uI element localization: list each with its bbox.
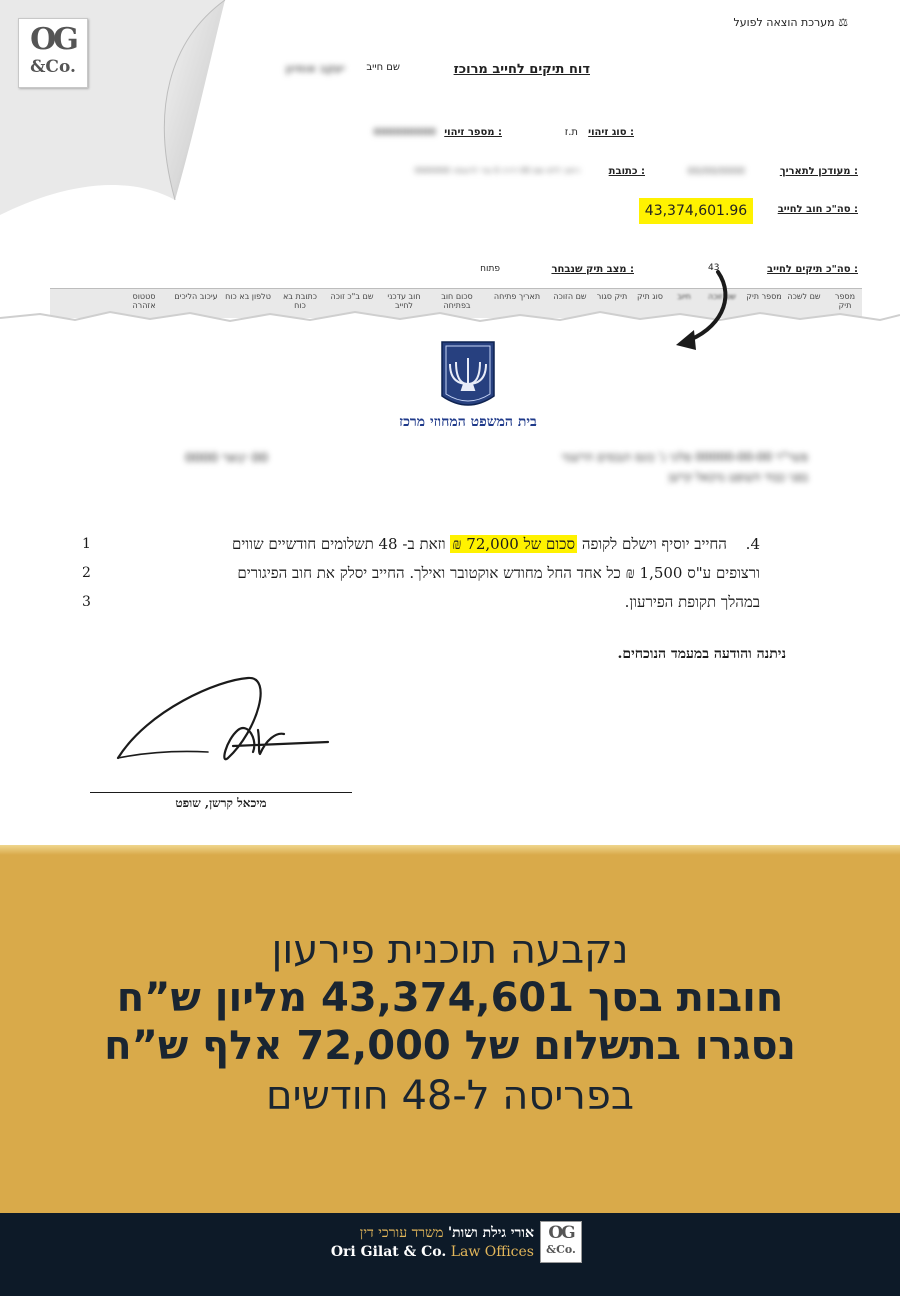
banner-top-gradient (0, 845, 900, 855)
system-header-text: מערכת הוצאה לפועל (733, 16, 835, 29)
table-header-cell: טלפון בא כוח (225, 292, 271, 301)
signature-line (90, 792, 352, 793)
state-emblem-icon (440, 340, 496, 410)
line-number: 3 (82, 594, 91, 610)
clause-4-line-2: ורצופים ע"ס 1,500 ₪ כל אחד החל מחודש אוקטובר ואילך. החייב יסלק את חוב הפיגורים (237, 564, 760, 582)
id-type-value: ת.ז (564, 127, 578, 138)
case-info-left: 00 ינואר 0000 (184, 451, 268, 466)
id-number-label: מספר זיהוי : (444, 127, 502, 138)
total-debt-label: סה"כ חוב לחייב : (777, 204, 858, 215)
clause-4-line-3: במהלך תקופת הפירעון. (624, 593, 760, 611)
clause-highlight-amount: סכום של 72,000 ₪ (452, 535, 576, 553)
file-status-label: מצב תיק שנבחר : (551, 264, 634, 275)
footer-firm-hebrew (360, 1225, 534, 1242)
footer-logo-co: &Co. (546, 1243, 576, 1256)
total-files-value: 43 (708, 263, 720, 273)
case-info-right-2: בפני כבוד השופט מיכאל קרשן (668, 470, 808, 484)
debtor-name-value: יעקב אוחיון (285, 62, 345, 75)
updated-label: מעודכן לתאריך : (779, 166, 858, 177)
firm-name-english: Ori Gilat & Co. (330, 1244, 447, 1260)
footer-og-logo (540, 1221, 582, 1263)
banner-line-4: בפריסה ל-48 חודשים (266, 1073, 634, 1119)
debtor-report-document (0, 0, 900, 340)
firm-suffix-english: Law Offices (450, 1244, 534, 1260)
address-value: רחוב ללא שם 00 דירה 0 עיר לדוגמה 0000000 (414, 166, 580, 175)
table-header-cell: סוג תיק (637, 292, 663, 301)
table-header-cell: סכום חוב בפתיחה (441, 292, 473, 310)
id-type-label: סוג זיהוי : (588, 127, 634, 138)
system-header (734, 16, 849, 29)
clause-4-line-1 (232, 535, 760, 554)
updated-value: 00/00/0000 (687, 166, 745, 177)
table-header-cell: מספר תיק (746, 292, 782, 301)
judge-signature (108, 670, 338, 770)
results-banner (0, 845, 900, 1217)
given-statement: ניתנה והודעה במעמד הנוכחים. (617, 646, 786, 662)
total-debt-value: 43,374,601.96 (639, 198, 753, 224)
table-header-cell: שם ב"כ זוכה (330, 292, 374, 301)
og-logo (18, 18, 88, 88)
banner-line-3: נסגרו בתשלום של 72,000 אלף ש”ח (104, 1023, 796, 1069)
report-title: דוח תיקים לחייב מרוכז (453, 62, 590, 77)
table-header-cell: שם הזוכה (553, 292, 587, 301)
table-header-cell: חוב עדכני לחייב (387, 292, 421, 310)
judge-name: מיכאל קרשן, שופט (175, 796, 267, 810)
line-number: 1 (82, 536, 91, 552)
court-name: בית המשפט המחוזי מרכז (399, 414, 537, 430)
scales-icon: ⚖ (838, 16, 848, 29)
table-header-cell: תאריך פתיחה (493, 292, 541, 301)
address-label: כתובת : (608, 166, 645, 177)
og-logo-letters: OG (30, 22, 76, 57)
table-header-cell: חיוב (677, 292, 691, 301)
table-header-cell: עיכוב הליכים (174, 292, 218, 301)
banner-line-1: נקבעה תוכנית פירעון (271, 927, 629, 973)
firm-desc-hebrew: משרד עורכי דין (359, 1225, 444, 1241)
firm-name-hebrew: אורי גילת ושות' (447, 1225, 534, 1241)
file-status-value: פתוח (480, 264, 500, 274)
case-info-right: פשר"ר 00000-00-00 פלוני נ' כונס הנכסים הרשמי (561, 450, 808, 464)
clause-text-start: החייב יוסיף וישלם לקופה (581, 535, 727, 553)
clause-text-end: וזאת ב- 48 תשלומים חודשיים שווים (232, 535, 446, 553)
clause-number: 4. (745, 535, 760, 553)
banner-line-2: חובות בסך 43,374,601 מליון ש”ח (116, 975, 784, 1021)
table-header-cell: שם זוכה (708, 292, 736, 301)
table-header-cell: שם לשכה (787, 292, 821, 301)
footer-logo-letters: OG (548, 1223, 574, 1243)
table-header-cell: סטטוס אזהרה (132, 292, 156, 310)
total-files-label: סה"כ תיקים לחייב : (767, 264, 858, 275)
table-header-cell: מספר תיק (834, 292, 856, 310)
court-ruling (0, 330, 900, 830)
debtor-name-label: שם חייב (366, 62, 400, 73)
footer-firm-english (331, 1244, 534, 1260)
table-header-cell: כתובת בא כוח (282, 292, 318, 310)
id-number-value: 000000000 (373, 127, 436, 138)
og-logo-co: &Co. (30, 57, 76, 77)
line-number: 2 (82, 565, 91, 581)
table-header-cell: תיק סגור (596, 292, 628, 301)
